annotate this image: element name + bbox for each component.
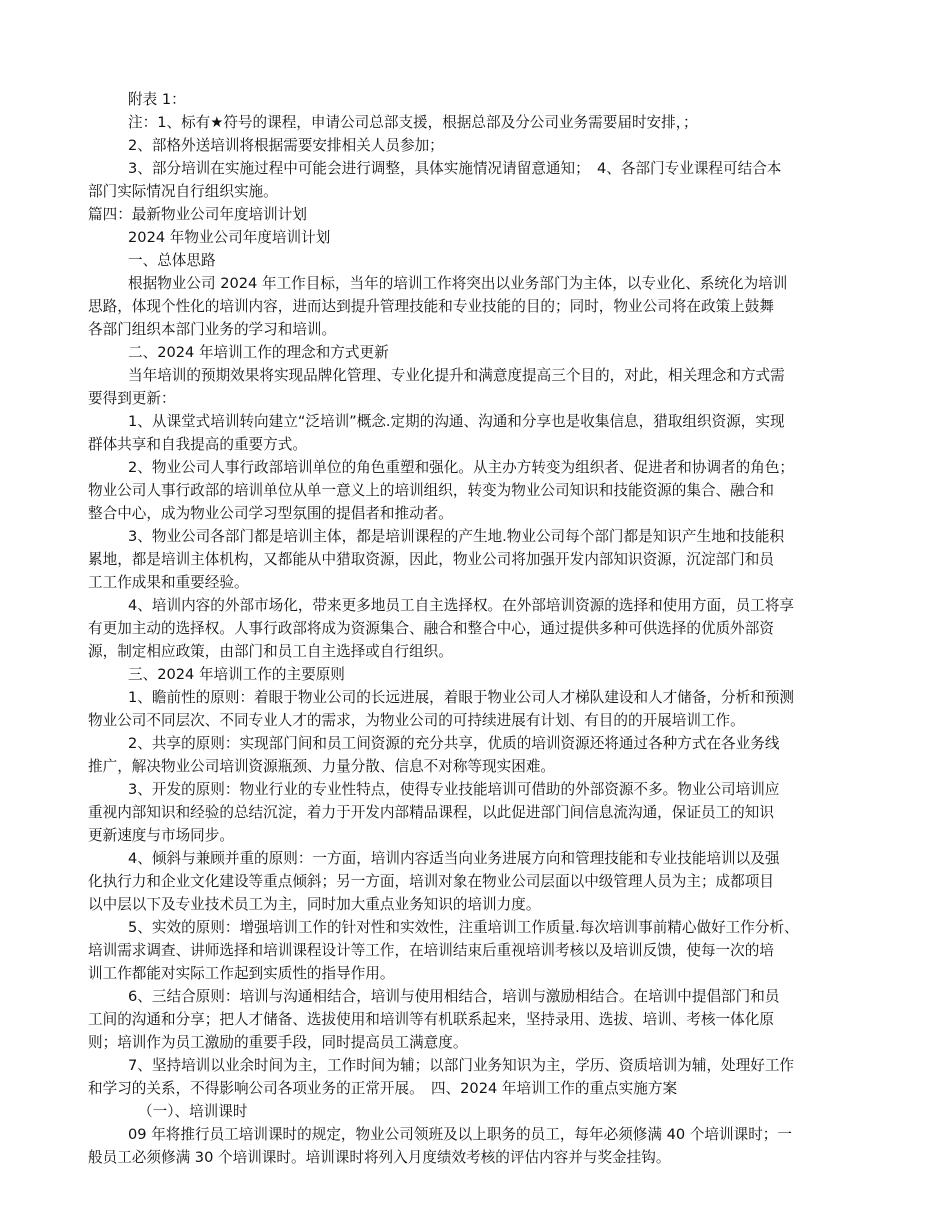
- text-line: 整合中心，成为物业公司学习型氛围的提倡者和推动者。: [88, 505, 453, 522]
- text-line: 以中层以下及专业技术员工为主，同时加大重点业务知识的培训力度。: [88, 896, 541, 913]
- text-line: 物业公司人事行政部的培训单位从单一意义上的培训组织，转变为物业公司知识和技能资源的集合、融合和: [88, 482, 774, 499]
- text-line: 累地，都是培训主体机构，又都能从中猎取资源，因此，物业公司将加强开发内部知识资源，沉淀部门和员: [88, 551, 774, 568]
- text-line: 有更加主动的选择权。人事行政部将成为资源集合、融合和整合中心，通过提供多种可供选择的优质外部资: [88, 620, 774, 637]
- text-line: 推广，解决物业公司培训资源瓶颈、力量分散、信息不对称等现实困难。: [88, 758, 556, 775]
- text-line: 7、坚持培训以业余时间为主，工作时间为辅；以部门业务知识为主，学历、资质培训为辅，处理好工作: [128, 1057, 795, 1074]
- text-line: 则；培训作为员工激励的重要手段，同时提高员工满意度。: [88, 1034, 468, 1051]
- text-line: 2、物业公司人事行政部培训单位的角色重塑和强化。从主办方转变为组织者、促进者和协调者的角色；: [128, 459, 795, 476]
- text-line: 4、培训内容的外部市场化，带来更多地员工自主选择权。在外部培训资源的选择和使用方面，员工将享: [128, 597, 795, 614]
- text-line: 化执行力和企业文化建设等重点倾斜；另一方面，培训对象在物业公司层面以中级管理人员为主；成都项目: [88, 873, 774, 890]
- text-line: 4、倾斜与兼顾并重的原则：一方面，培训内容适当向业务进展方向和管理技能和专业技能培训以及强: [128, 850, 780, 867]
- text-line: 各部门组织本部门业务的学习和培训。: [88, 321, 337, 338]
- text-line: 3、物业公司各部门都是培训主体，都是培训课程的产生地.物业公司每个部门都是知识产生地和技能积: [128, 528, 785, 545]
- section-heading: 二、2024 年培训工作的理念和方式更新: [128, 344, 389, 361]
- text-line: 般员工必须修满 30 个培训课时。培训课时将列入月度绩效考核的评估内容并与奖金挂钩。: [88, 1149, 671, 1166]
- text-line: 更新速度与市场同步。: [88, 827, 234, 844]
- text-line: 2、部格外送培训将根据需要安排相关人员参加；: [128, 137, 444, 154]
- text-line: 根据物业公司 2024 年工作目标，当年的培训工作将突出以业务部门为主体，以专业化、系统化为培训: [128, 275, 788, 292]
- text-line: 培训需求调查、讲师选择和培训课程设计等工作，在培训结束后重视培训考核以及培训反馈，使每一次的培: [88, 942, 774, 959]
- text-line: 注：1、标有★符号的课程，申请公司总部支援，根据总部及分公司业务需要届时安排，；: [128, 114, 698, 131]
- text-line: 附表 1：: [128, 91, 186, 108]
- subsection-heading: （一）、培训课时: [138, 1103, 248, 1120]
- section-heading: 三、2024 年培训工作的主要原则: [128, 666, 345, 683]
- text-line: 和学习的关系，不得影响公司各项业务的正常开展。 四、2024 年培训工作的重点实施方案: [88, 1080, 678, 1097]
- text-line: 工工作成果和重要经验。: [88, 574, 249, 591]
- document-title: 2024 年物业公司年度培训计划: [128, 229, 331, 246]
- text-line: 09 年将推行员工培训课时的规定，物业公司领班及以上职务的员工，每年必须修满 40 个培训课时；一: [128, 1126, 792, 1143]
- text-line: 当年培训的预期效果将实现品牌化管理、专业化提升和满意度提高三个目的，对此，相关理念和方式需: [128, 367, 785, 384]
- text-line: 重视内部知识和经验的总结沉淀，着力于开发内部精品课程，以此促进部门间信息流沟通，保证员工的知识: [88, 804, 774, 821]
- text-line: 6、三结合原则：培训与沟通相结合，培训与使用相结合，培训与激励相结合。在培训中提倡部门和员: [128, 988, 780, 1005]
- text-line: 群体共享和自我提高的重要方式。: [88, 436, 307, 453]
- section-heading: 一、总体思路: [128, 252, 216, 269]
- text-line: 源，制定相应政策，由部门和员工自主选择或自行组织。: [88, 643, 453, 660]
- text-line: 物业公司不同层次、不同专业人才的需求，为物业公司的可持续进展有计划、有目的的开展培训工作。: [88, 712, 745, 729]
- text-line: 5、实效的原则：增强培训工作的针对性和实效性，注重培训工作质量.每次培训事前精心做好工作分析、: [128, 919, 799, 936]
- text-line: 3、开发的原则：物业行业的专业性特点，使得专业技能培训可借助的外部资源不多。物业公司培训应: [128, 781, 780, 798]
- text-line: 训工作都能对实际工作起到实质性的指导作用。: [88, 965, 395, 982]
- text-line: 部门实际情况自行组织实施。: [88, 183, 278, 200]
- text-line: 2、共享的原则：实现部门间和员工间资源的充分共享，优质的培训资源还将通过各种方式在各业务线: [128, 735, 780, 752]
- text-line: 3、部分培训在实施过程中可能会进行调整，具体实施情况请留意通知； 4、各部门专业课程可结合本: [128, 160, 782, 177]
- text-line: 工间的沟通和分享；把人才储备、选拔使用和培训等有机联系起来，坚持录用、选拔、培训、考核一体化原: [88, 1011, 774, 1028]
- section-heading: 篇四：最新物业公司年度培训计划: [88, 206, 307, 223]
- text-line: 思路，体现个性化的培训内容，进而达到提升管理技能和专业技能的目的；同时，物业公司将在政策上鼓舞: [88, 298, 774, 315]
- text-line: 1、从课堂式培训转向建立“泛培训”概念.定期的沟通、沟通和分享也是收集信息，猎取组织资源，实现: [128, 413, 785, 430]
- text-line: 1、瞻前性的原则：着眼于物业公司的长远进展，着眼于物业公司人才梯队建设和人才储备，分析和预测: [128, 689, 795, 706]
- text-line: 要得到更新：: [88, 390, 176, 407]
